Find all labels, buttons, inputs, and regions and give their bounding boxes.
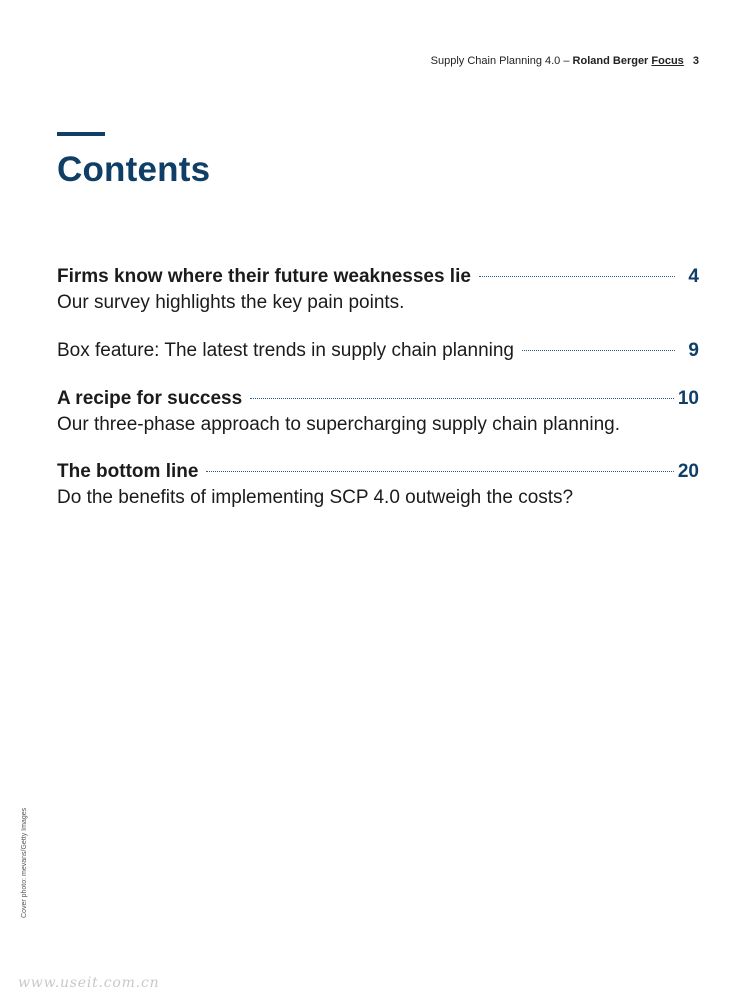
toc-dot-leader — [522, 350, 675, 351]
toc-dot-leader — [479, 276, 675, 277]
toc-entry-title: A recipe for success — [57, 388, 243, 409]
header-doc-title: Supply Chain Planning 4.0 – — [430, 55, 570, 67]
toc-entry[interactable] — [57, 266, 699, 314]
toc-entry-subtitle: Our three-phase approach to supercharging supply chain planning. — [57, 414, 620, 435]
header-page-number: 3 — [692, 55, 699, 67]
toc-entry-line — [57, 340, 699, 364]
toc-dot-leader — [250, 398, 674, 399]
header-publication: Focus — [651, 55, 684, 67]
toc-entry[interactable] — [57, 388, 699, 436]
toc-page-number: 10 — [677, 388, 699, 409]
toc-dot-leader — [206, 471, 673, 472]
toc-entry-title: The bottom line — [57, 461, 199, 482]
toc-page-number: 4 — [688, 266, 699, 287]
toc-entry[interactable] — [57, 461, 699, 509]
photo-credit: Cover photo: mevans/Getty Images — [21, 807, 28, 918]
toc-entry-subtitle: Do the benefits of implementing SCP 4.0 outweigh the costs? — [57, 487, 574, 508]
toc-entry-title: Firms know where their future weaknesses lie — [57, 266, 471, 287]
title-accent-rule — [57, 132, 105, 136]
toc-page-number: 9 — [688, 340, 699, 361]
watermark: www.useit.com.cn — [18, 975, 160, 991]
toc-entry-subtitle: Our survey highlights the key pain points. — [57, 292, 405, 313]
header-brand: Roland Berger — [572, 55, 649, 67]
toc-entry[interactable] — [57, 340, 699, 364]
toc-entry-line — [57, 461, 699, 485]
running-header — [431, 55, 699, 67]
toc-entry-line — [57, 388, 699, 412]
toc-page-number: 20 — [677, 461, 699, 482]
toc-entry-line — [57, 266, 699, 290]
toc-entry-title: Box feature: The latest trends in supply chain planning — [57, 340, 514, 361]
page-title: Contents — [57, 150, 211, 189]
